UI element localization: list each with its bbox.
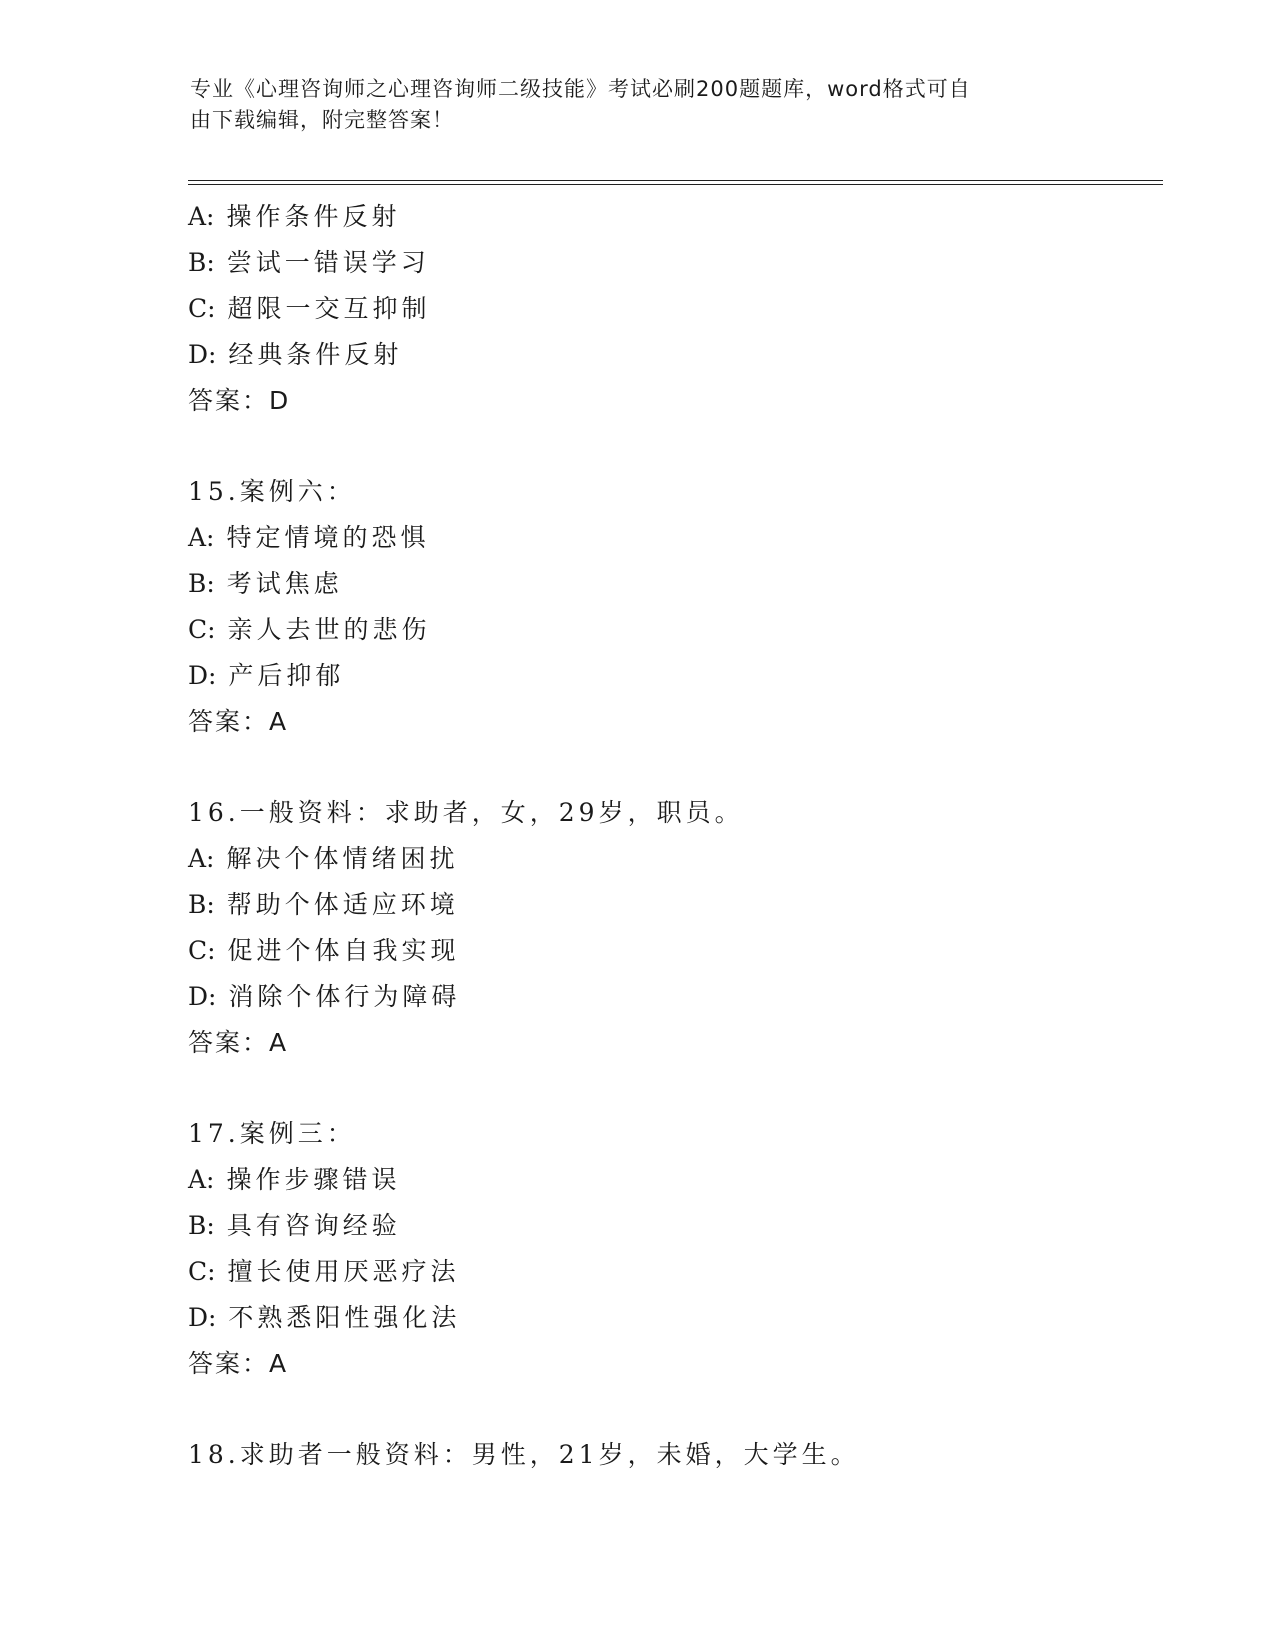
question-text: 16.一般资料：求助者，女，29岁，职员。 [188,798,744,827]
option-b: B: 具有咨询经验 [188,1211,401,1240]
question-text: 15.案例六： [188,477,356,506]
question-text: 18.求助者一般资料：男性，21岁，未婚，大学生。 [188,1440,860,1469]
option-a: A: 特定情境的恐惧 [188,523,430,552]
question-block [188,1432,1148,1478]
option-b: B: 尝试一错误学习 [188,248,430,277]
header-divider-top [188,180,1163,181]
option-a: A: 操作步骤错误 [188,1165,401,1194]
option-a: A: 操作条件反射 [188,202,401,231]
option-d: D: 产后抑郁 [188,661,345,690]
answer-line: 答案：D [188,386,291,415]
question-block [188,790,1148,1066]
option-c: C: 超限一交互抑制 [188,294,431,323]
option-c: C: 促进个体自我实现 [188,936,460,965]
option-d: D: 不熟悉阳性强化法 [188,1303,461,1332]
question-block [188,1111,1148,1387]
question-list [188,194,1148,1523]
option-a: A: 解决个体情绪困扰 [188,844,459,873]
option-d: D: 消除个体行为障碍 [188,982,461,1011]
option-c: C: 擅长使用厌恶疗法 [188,1257,460,1286]
header-divider-bottom [188,184,1163,185]
answer-line: 答案：A [188,1349,289,1378]
answer-line: 答案：A [188,1028,289,1057]
question-text: 17.案例三： [188,1119,356,1148]
question-block [188,469,1148,745]
answer-line: 答案：A [188,707,289,736]
header-line-1: 专业《心理咨询师之心理咨询师二级技能》考试必刷200题题库，word格式可自 [190,77,971,101]
option-c: C: 亲人去世的悲伤 [188,615,431,644]
header-line-2: 由下载编辑，附完整答案！ [190,108,454,132]
option-b: B: 帮助个体适应环境 [188,890,459,919]
option-d: D: 经典条件反射 [188,340,403,369]
document-header [190,74,1090,136]
question-block [188,194,1148,424]
option-b: B: 考试焦虑 [188,569,343,598]
